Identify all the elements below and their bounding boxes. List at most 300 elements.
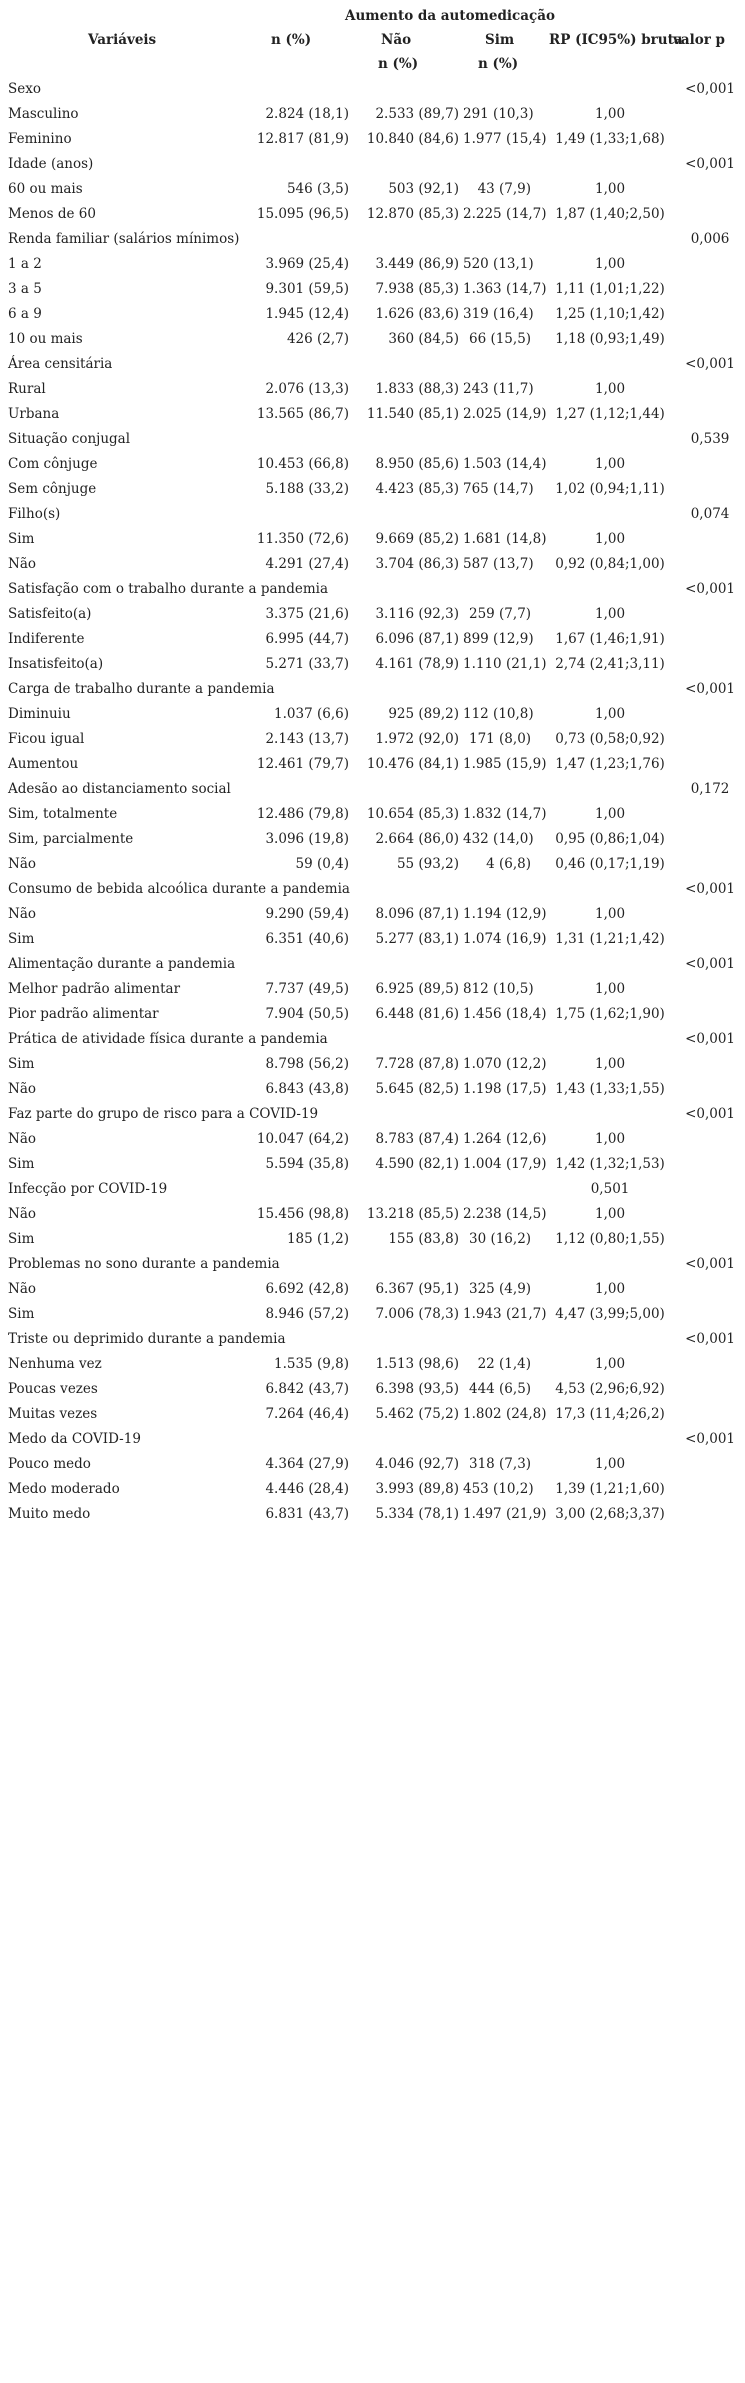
n-sim: 1.681 (14,8) [463,530,547,547]
n-total: 10.453 (66,8) [256,455,349,472]
p-empty [675,276,745,301]
category-label: Rural [8,380,46,397]
n-sim: 2.025 (14,9) [463,405,547,422]
n-total: 9.290 (59,4) [265,905,349,922]
table-body [0,76,745,1526]
p-empty [675,1076,745,1101]
p-empty [675,1226,745,1251]
col-header-rp: RP (IC95%) bruta [549,32,683,48]
group-p-value-alt [545,1251,675,1276]
group-label: Carga de trabalho durante a pandemia [8,680,275,697]
n-nao: 8.096 (87,1) [375,905,459,922]
group-label: Problemas no sono durante a pandemia [8,1255,280,1272]
category-label: Ficou igual [8,730,85,747]
n-nao: 1.972 (92,0) [375,730,459,747]
n-total: 5.188 (33,2) [265,480,349,497]
group-row [0,776,745,801]
n-nao: 2.664 (86,0) [375,830,459,847]
table-row [0,726,745,751]
p-empty [675,601,745,626]
n-nao: 6.367 (95,1) [375,1280,459,1297]
n-nao: 55 (93,2) [396,855,459,872]
table-row [0,526,745,551]
table-row [0,451,745,476]
rp-value: 4,53 (2,96;6,92) [555,1380,665,1397]
n-sim: 1.832 (14,7) [463,805,547,822]
table-row [0,276,745,301]
table-row [0,1201,745,1226]
n-total: 2.076 (13,3) [265,380,349,397]
rp-value: 1,00 [595,530,626,547]
n-nao: 155 (83,8) [388,1230,459,1247]
table-row [0,101,745,126]
table-row [0,1151,745,1176]
group-p-value: <0,001 [685,680,736,697]
p-empty [675,1401,745,1426]
group-row [0,1326,745,1351]
n-total: 2.824 (18,1) [265,105,349,122]
table-row [0,901,745,926]
group-label: Infecção por COVID-19 [8,1180,168,1197]
table-row [0,126,745,151]
table-row [0,1276,745,1301]
rp-value: 1,00 [595,255,626,272]
n-sim: 1.264 (12,6) [463,1130,547,1147]
n-total: 3.969 (25,4) [265,255,349,272]
p-empty [675,451,745,476]
col-subheader-nao: n (%) [378,56,419,72]
group-p-value-alt [545,951,675,976]
table-row [0,1126,745,1151]
group-p-value: <0,001 [685,1030,736,1047]
category-label: Não [8,905,36,922]
col-subheader-sim: n (%) [478,56,519,72]
col-header-nao: Não [381,32,412,48]
group-p-value-alt [545,351,675,376]
category-label: Masculino [8,105,79,122]
group-label: Situação conjugal [8,430,131,447]
table-row [0,926,745,951]
table-row [0,201,745,226]
p-empty [675,626,745,651]
n-nao: 4.590 (82,1) [375,1155,459,1172]
group-p-value: <0,001 [685,955,736,972]
group-p-value-alt [545,1101,675,1126]
group-p-value: <0,001 [685,1430,736,1447]
n-total: 546 (3,5) [286,180,349,197]
p-empty [675,326,745,351]
n-total: 8.798 (56,2) [265,1055,349,1072]
group-row [0,1101,745,1126]
rp-value: 1,00 [595,705,626,722]
p-empty [675,1126,745,1151]
category-label: Indiferente [8,630,85,647]
p-empty [675,1301,745,1326]
header-row-3 [0,52,745,76]
rp-value: 1,00 [595,380,626,397]
n-nao: 6.925 (89,5) [375,980,459,997]
group-p-value: <0,001 [685,155,736,172]
group-p-value-alt [545,226,675,251]
category-label: Satisfeito(a) [8,605,92,622]
n-nao: 3.704 (86,3) [375,555,459,572]
category-label: Feminino [8,130,72,147]
rp-value: 1,00 [595,180,626,197]
rp-value: 4,47 (3,99;5,00) [555,1305,665,1322]
p-empty [675,1501,745,1526]
group-p-value: 0,539 [690,430,730,447]
p-empty [675,751,745,776]
n-nao: 4.046 (92,7) [375,1455,459,1472]
group-p-value-alt [545,1326,675,1351]
n-nao: 6.448 (81,6) [375,1005,459,1022]
rp-value: 1,49 (1,33;1,68) [555,130,665,147]
category-label: Não [8,1280,36,1297]
table-row [0,1501,745,1526]
table-row [0,801,745,826]
n-total: 6.842 (43,7) [265,1380,349,1397]
rp-value: 17,3 (11,4;26,2) [555,1405,665,1422]
category-label: Pouco medo [8,1455,91,1472]
rp-value: 1,00 [595,1205,626,1222]
rp-value: 1,00 [595,1055,626,1072]
n-sim: 520 (13,1) [463,255,534,272]
table-row [0,551,745,576]
table-row [0,1351,745,1376]
category-label: Insatisfeito(a) [8,655,104,672]
n-nao: 5.277 (83,1) [375,930,459,947]
n-sim: 1.943 (21,7) [463,1305,547,1322]
category-label: Sim [8,1305,35,1322]
group-p-value: <0,001 [685,1255,736,1272]
col-header-variaveis: Variáveis [88,32,157,48]
category-label: Urbana [8,405,60,422]
group-p-value-alt [545,151,675,176]
header-row-2 [0,28,745,52]
n-nao: 8.783 (87,4) [375,1130,459,1147]
n-total: 11.350 (72,6) [256,530,349,547]
n-sim: 318 (7,3) [468,1455,532,1472]
table-row [0,176,745,201]
table-row [0,376,745,401]
col-header-sim: Sim [485,32,515,48]
table-row [0,1076,745,1101]
n-sim: 453 (10,2) [463,1480,534,1497]
category-label: 6 a 9 [8,305,42,322]
n-total: 6.831 (43,7) [265,1505,349,1522]
group-row [0,1426,745,1451]
p-empty [675,1201,745,1226]
n-sim: 319 (16,4) [463,305,534,322]
group-label: Faz parte do grupo de risco para a COVID-19 [8,1105,319,1122]
group-p-value: <0,001 [685,80,736,97]
n-nao: 10.840 (84,6) [366,130,459,147]
n-total: 7.904 (50,5) [265,1005,349,1022]
p-empty [675,201,745,226]
n-total: 185 (1,2) [286,1230,349,1247]
group-p-value-alt [545,76,675,101]
rp-value: 0,92 (0,84;1,00) [555,555,665,572]
n-total: 1.945 (12,4) [265,305,349,322]
n-total: 4.291 (27,4) [265,555,349,572]
rp-value: 1,31 (1,21;1,42) [555,930,665,947]
table-row [0,851,745,876]
p-empty [675,476,745,501]
rp-value: 1,00 [595,105,626,122]
table-row [0,651,745,676]
p-empty [675,1276,745,1301]
n-total: 12.817 (81,9) [256,130,349,147]
n-nao: 6.398 (93,5) [375,1380,459,1397]
group-row [0,226,745,251]
p-empty [675,701,745,726]
n-nao: 4.423 (85,3) [375,480,459,497]
group-label: Adesão ao distanciamento social [8,780,231,797]
n-total: 6.351 (40,6) [265,930,349,947]
category-label: Muitas vezes [8,1405,98,1422]
table-row [0,1001,745,1026]
group-row [0,876,745,901]
n-nao: 6.096 (87,1) [375,630,459,647]
table-row [0,326,745,351]
group-label: Satisfação com o trabalho durante a pandemia [8,580,329,597]
rp-value: 1,00 [595,1130,626,1147]
rp-value: 0,73 (0,58;0,92) [555,730,665,747]
group-label: Medo da COVID-19 [8,1430,141,1447]
group-title: Aumento da automedicação [345,8,555,24]
rp-value: 0,95 (0,86;1,04) [555,830,665,847]
group-label: Prática de atividade física durante a pandemia [8,1030,328,1047]
group-p-value: <0,001 [685,1105,736,1122]
n-nao: 4.161 (78,9) [375,655,459,672]
n-sim: 30 (16,2) [468,1230,532,1247]
table-row [0,626,745,651]
p-empty [675,301,745,326]
group-row [0,576,745,601]
n-sim: 432 (14,0) [463,830,534,847]
p-empty [675,101,745,126]
n-total: 12.461 (79,7) [256,755,349,772]
group-label: Consumo de bebida alcoólica durante a pandemia [8,880,350,897]
data-table [0,76,745,1526]
n-sim: 291 (10,3) [463,105,534,122]
n-nao: 2.533 (89,7) [375,105,459,122]
n-sim: 765 (14,7) [463,480,534,497]
category-label: Não [8,855,36,872]
group-p-value-alt [545,1026,675,1051]
p-empty [675,526,745,551]
group-p-value: <0,001 [685,1330,736,1347]
category-label: Aumentou [8,755,79,772]
table-row [0,1051,745,1076]
n-nao: 925 (89,2) [388,705,459,722]
n-sim: 171 (8,0) [468,730,532,747]
rp-value: 1,42 (1,32;1,53) [555,1155,665,1172]
n-total: 9.301 (59,5) [265,280,349,297]
rp-value: 1,00 [595,980,626,997]
group-p-value-alt [545,576,675,601]
rp-value: 0,46 (0,17;1,19) [555,855,665,872]
p-empty [675,1151,745,1176]
p-empty [675,826,745,851]
group-label: Renda familiar (salários mínimos) [8,230,240,247]
p-empty [675,176,745,201]
n-total: 5.271 (33,7) [265,655,349,672]
n-total: 10.047 (64,2) [256,1130,349,1147]
group-p-value-alt [545,676,675,701]
rp-value: 1,47 (1,23;1,76) [555,755,665,772]
rp-value: 2,74 (2,41;3,11) [555,655,665,672]
group-label: Triste ou deprimido durante a pandemia [8,1330,286,1347]
n-total: 7.264 (46,4) [265,1405,349,1422]
n-nao: 13.218 (85,5) [366,1205,459,1222]
table-row [0,1401,745,1426]
table-row [0,601,745,626]
p-empty [675,1451,745,1476]
group-p-value-alt [545,501,675,526]
group-row [0,426,745,451]
n-nao: 7.728 (87,8) [375,1055,459,1072]
category-label: Não [8,555,36,572]
n-total: 1.535 (9,8) [274,1355,349,1372]
n-nao: 5.645 (82,5) [375,1080,459,1097]
n-nao: 10.476 (84,1) [366,755,459,772]
rp-value: 1,39 (1,21;1,60) [555,1480,665,1497]
category-label: Nenhuma vez [8,1355,102,1372]
p-empty [675,1351,745,1376]
n-total: 15.456 (98,8) [256,1205,349,1222]
p-empty [675,551,745,576]
n-sim: 812 (10,5) [463,980,534,997]
category-label: Pior padrão alimentar [8,1005,159,1022]
n-total: 3.096 (19,8) [265,830,349,847]
group-row [0,1176,745,1201]
rp-value: 3,00 (2,68;3,37) [555,1505,665,1522]
n-sim: 1.074 (16,9) [463,930,547,947]
p-empty [675,726,745,751]
n-sim: 1.198 (17,5) [463,1080,547,1097]
category-label: Melhor padrão alimentar [8,980,181,997]
n-sim: 43 (7,9) [477,180,532,197]
p-empty [675,401,745,426]
n-total: 12.486 (79,8) [256,805,349,822]
group-p-value: <0,001 [685,355,736,372]
n-nao: 7.006 (78,3) [375,1305,459,1322]
rp-value: 1,02 (0,94;1,11) [555,480,665,497]
table-row [0,251,745,276]
n-total: 2.143 (13,7) [265,730,349,747]
n-sim: 587 (13,7) [463,555,534,572]
n-total: 4.364 (27,9) [265,1455,349,1472]
group-label: Idade (anos) [8,155,94,172]
n-nao: 7.938 (85,3) [375,280,459,297]
header-row-1 [0,4,745,28]
group-p-value [675,1176,745,1201]
category-label: Sim [8,930,35,947]
n-total: 426 (2,7) [286,330,349,347]
group-label: Filho(s) [8,505,61,522]
n-nao: 3.449 (86,9) [375,255,459,272]
category-label: Sim [8,1155,35,1172]
rp-value: 1,00 [595,1355,626,1372]
table-row [0,1476,745,1501]
p-empty [675,851,745,876]
rp-value: 1,43 (1,33;1,55) [555,1080,665,1097]
group-p-value-alt: 0,501 [590,1180,630,1197]
rp-value: 1,87 (1,40;2,50) [555,205,665,222]
n-sim: 259 (7,7) [468,605,532,622]
p-empty [675,926,745,951]
n-nao: 1.833 (88,3) [375,380,459,397]
n-total: 13.565 (86,7) [256,405,349,422]
table-row [0,1451,745,1476]
n-sim: 112 (10,8) [463,705,534,722]
n-sim: 1.070 (12,2) [463,1055,547,1072]
n-sim: 1.503 (14,4) [463,455,547,472]
n-sim: 899 (12,9) [463,630,534,647]
category-label: Diminuiu [8,705,71,722]
rp-value: 1,25 (1,10;1,42) [555,305,665,322]
category-label: Com cônjuge [8,455,98,472]
category-label: Menos de 60 [8,205,96,222]
group-p-value-alt [545,1426,675,1451]
category-label: Não [8,1205,36,1222]
group-label: Sexo [8,80,41,97]
n-total: 6.843 (43,8) [265,1080,349,1097]
n-nao: 360 (84,5) [388,330,459,347]
n-sim: 66 (15,5) [468,330,532,347]
p-empty [675,901,745,926]
table-row [0,301,745,326]
n-total: 59 (0,4) [295,855,349,872]
n-total: 4.446 (28,4) [265,1480,349,1497]
n-nao: 5.462 (75,2) [375,1405,459,1422]
n-nao: 5.334 (78,1) [375,1505,459,1522]
n-total: 1.037 (6,6) [274,705,349,722]
n-sim: 1.363 (14,7) [463,280,547,297]
category-label: Não [8,1130,36,1147]
table-row [0,401,745,426]
group-p-value: <0,001 [685,580,736,597]
p-empty [675,801,745,826]
category-label: 10 ou mais [8,330,83,347]
rp-value: 1,00 [595,1455,626,1472]
n-sim: 1.802 (24,8) [463,1405,547,1422]
n-sim: 444 (6,5) [468,1380,532,1397]
rp-value: 1,12 (0,80;1,55) [555,1230,665,1247]
table-row [0,476,745,501]
n-nao: 12.870 (85,3) [366,205,459,222]
table-row [0,826,745,851]
n-total: 6.692 (42,8) [265,1280,349,1297]
p-empty [675,126,745,151]
category-label: 3 a 5 [8,280,42,297]
n-nao: 1.513 (98,6) [375,1355,459,1372]
table-row [0,701,745,726]
p-empty [675,1476,745,1501]
category-label: Sem cônjuge [8,480,97,497]
category-label: Sim, totalmente [8,805,118,822]
p-empty [675,976,745,1001]
group-row [0,1251,745,1276]
n-sim: 22 (1,4) [477,1355,532,1372]
rp-value: 1,00 [595,805,626,822]
group-p-value: 0,172 [690,780,730,797]
n-nao: 9.669 (85,2) [375,530,459,547]
category-label: Não [8,1080,36,1097]
category-label: Sim, parcialmente [8,830,134,847]
n-sim: 243 (11,7) [463,380,534,397]
